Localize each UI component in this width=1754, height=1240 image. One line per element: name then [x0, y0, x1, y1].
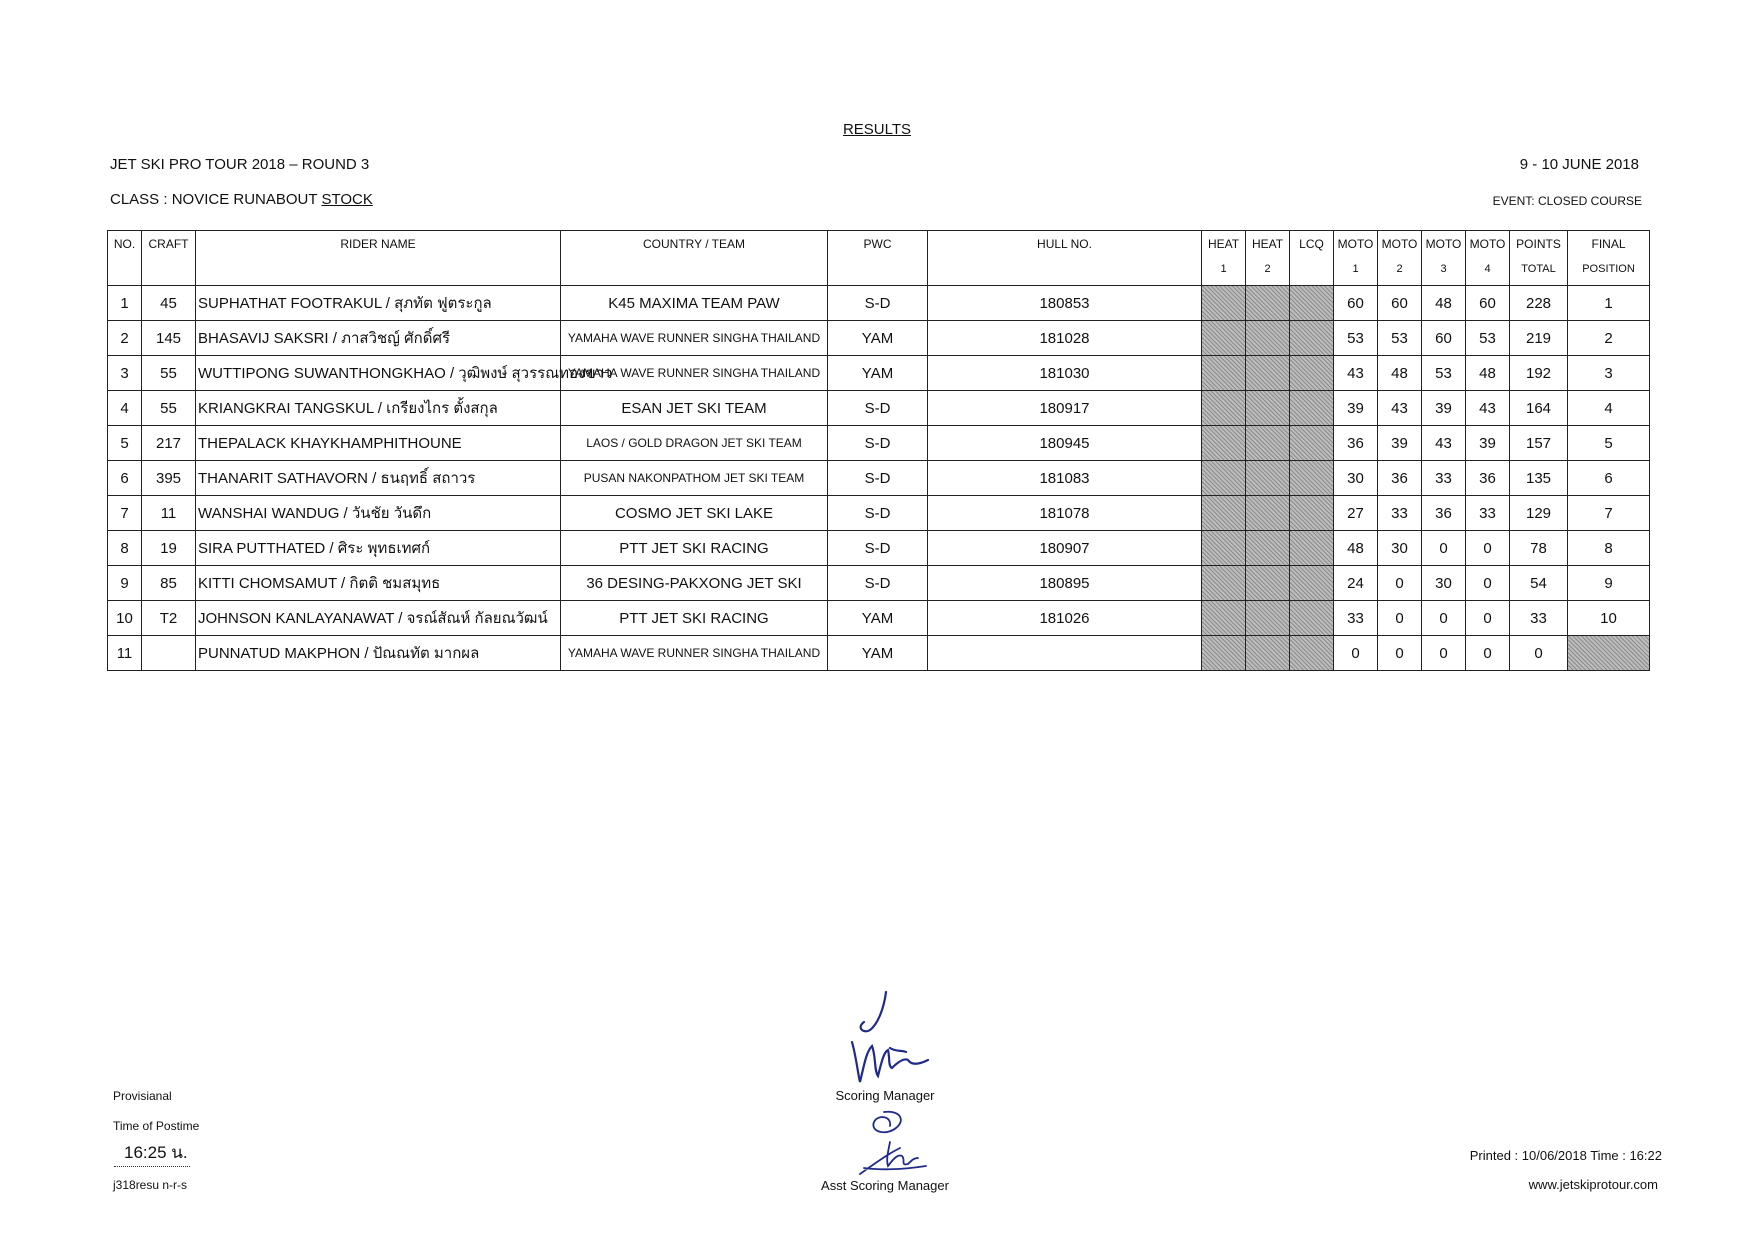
- cell-points-total: 129: [1510, 496, 1568, 531]
- cell-moto1: 48: [1334, 531, 1378, 566]
- col-header-moto3: MOTO 3: [1422, 231, 1466, 286]
- col-header-moto4: MOTO 4: [1466, 231, 1510, 286]
- cell-pwc: S-D: [828, 461, 928, 496]
- cell-points-total: 228: [1510, 286, 1568, 321]
- cell-craft: 145: [142, 321, 196, 356]
- cell-moto3: 0: [1422, 531, 1466, 566]
- col-header-moto2: MOTO 2: [1378, 231, 1422, 286]
- cell-craft: 19: [142, 531, 196, 566]
- cell-moto3: 60: [1422, 321, 1466, 356]
- cell-team: YAMAHA WAVE RUNNER SINGHA THAILAND: [561, 321, 828, 356]
- cell-moto2: 53: [1378, 321, 1422, 356]
- table-row: [108, 601, 1650, 636]
- cell-team: ESAN JET SKI TEAM: [561, 391, 828, 426]
- table-row: [108, 531, 1650, 566]
- cell-moto3: 48: [1422, 286, 1466, 321]
- cell-moto2: 30: [1378, 531, 1422, 566]
- cell-heat1: [1202, 286, 1246, 321]
- results-table: [107, 230, 1650, 671]
- cell-moto4: 33: [1466, 496, 1510, 531]
- cell-pwc: S-D: [828, 531, 928, 566]
- cell-rider: WUTTIPONG SUWANTHONGKHAO / วุฒิพงษ์ สุวรรณทองขาว: [196, 356, 561, 391]
- cell-lcq: [1290, 391, 1334, 426]
- cell-heat2: [1246, 636, 1290, 671]
- cell-points-total: 164: [1510, 391, 1568, 426]
- cell-moto4: 0: [1466, 531, 1510, 566]
- cell-moto1: 39: [1334, 391, 1378, 426]
- cell-moto4: 0: [1466, 601, 1510, 636]
- cell-lcq: [1290, 426, 1334, 461]
- col-header-team: COUNTRY / TEAM: [561, 231, 828, 286]
- cell-lcq: [1290, 496, 1334, 531]
- cell-rider: SIRA PUTTHATED / ศิระ พุทธเทศก์: [196, 531, 561, 566]
- cell-moto1: 60: [1334, 286, 1378, 321]
- cell-moto1: 30: [1334, 461, 1378, 496]
- cell-hull: 181078: [928, 496, 1202, 531]
- cell-pwc: S-D: [828, 426, 928, 461]
- cell-rider: KRIANGKRAI TANGSKUL / เกรียงไกร ตั้งสกุล: [196, 391, 561, 426]
- time-of-postime-value: 16:25 น.: [114, 1139, 190, 1167]
- cell-moto4: 39: [1466, 426, 1510, 461]
- cell-moto2: 60: [1378, 286, 1422, 321]
- cell-hull: 181030: [928, 356, 1202, 391]
- cell-moto2: 0: [1378, 601, 1422, 636]
- cell-moto3: 39: [1422, 391, 1466, 426]
- cell-no: 3: [108, 356, 142, 391]
- cell-final-position: 6: [1568, 461, 1650, 496]
- table-row: [108, 461, 1650, 496]
- cell-moto4: 53: [1466, 321, 1510, 356]
- time-of-postime-label: Time of Postime: [113, 1119, 200, 1133]
- asst-scoring-manager-signature: [840, 1108, 930, 1178]
- cell-moto4: 0: [1466, 636, 1510, 671]
- table-row: [108, 636, 1650, 671]
- cell-team: 36 DESING-PAKXONG JET SKI: [561, 566, 828, 601]
- col-header-final: FINAL POSITION: [1568, 231, 1650, 286]
- event-name: JET SKI PRO TOUR 2018 – ROUND 3: [110, 156, 370, 173]
- cell-moto2: 39: [1378, 426, 1422, 461]
- cell-heat1: [1202, 356, 1246, 391]
- cell-rider: THANARIT SATHAVORN / ธนฤทธิ์ สถาวร: [196, 461, 561, 496]
- cell-pwc: YAM: [828, 321, 928, 356]
- website-url: www.jetskiprotour.com: [1528, 1177, 1658, 1192]
- cell-hull: 181026: [928, 601, 1202, 636]
- cell-moto1: 53: [1334, 321, 1378, 356]
- scoring-manager-label: Scoring Manager: [835, 1088, 935, 1103]
- cell-team: PTT JET SKI RACING: [561, 601, 828, 636]
- cell-rider: SUPHATHAT FOOTRAKUL / สุภทัต ฟูตระกูล: [196, 286, 561, 321]
- cell-moto3: 0: [1422, 601, 1466, 636]
- cell-moto3: 53: [1422, 356, 1466, 391]
- cell-final-position: 2: [1568, 321, 1650, 356]
- table-row: [108, 391, 1650, 426]
- cell-moto2: 0: [1378, 566, 1422, 601]
- cell-points-total: 54: [1510, 566, 1568, 601]
- col-header-points: POINTS TOTAL: [1510, 231, 1568, 286]
- cell-moto2: 33: [1378, 496, 1422, 531]
- cell-moto4: 48: [1466, 356, 1510, 391]
- cell-heat2: [1246, 391, 1290, 426]
- cell-moto4: 43: [1466, 391, 1510, 426]
- table-row: [108, 426, 1650, 461]
- cell-rider: KITTI CHOMSAMUT / กิตติ ชมสมุทธ: [196, 566, 561, 601]
- table-row: [108, 356, 1650, 391]
- cell-moto4: 0: [1466, 566, 1510, 601]
- table-row: [108, 321, 1650, 356]
- cell-moto2: 0: [1378, 636, 1422, 671]
- col-header-heat1: HEAT 1: [1202, 231, 1246, 286]
- cell-hull: 181028: [928, 321, 1202, 356]
- cell-final-position: 4: [1568, 391, 1650, 426]
- cell-points-total: 157: [1510, 426, 1568, 461]
- cell-heat2: [1246, 426, 1290, 461]
- cell-no: 9: [108, 566, 142, 601]
- cell-pwc: S-D: [828, 286, 928, 321]
- cell-rider: PUNNATUD MAKPHON / ปัณณทัต มากผล: [196, 636, 561, 671]
- results-heading: RESULTS: [842, 121, 912, 138]
- cell-moto3: 30: [1422, 566, 1466, 601]
- cell-moto1: 24: [1334, 566, 1378, 601]
- cell-no: 7: [108, 496, 142, 531]
- cell-lcq: [1290, 321, 1334, 356]
- cell-heat1: [1202, 391, 1246, 426]
- cell-hull: 180895: [928, 566, 1202, 601]
- cell-lcq: [1290, 601, 1334, 636]
- cell-lcq: [1290, 566, 1334, 601]
- col-header-pwc: PWC: [828, 231, 928, 286]
- cell-no: 2: [108, 321, 142, 356]
- class-line: [110, 191, 373, 208]
- cell-final-position: 8: [1568, 531, 1650, 566]
- cell-lcq: [1290, 461, 1334, 496]
- cell-final-position: 3: [1568, 356, 1650, 391]
- col-header-craft: CRAFT: [142, 231, 196, 286]
- cell-no: 6: [108, 461, 142, 496]
- cell-team: YAMAHA WAVE RUNNER SINGHA THAILAND: [561, 636, 828, 671]
- cell-pwc: S-D: [828, 496, 928, 531]
- cell-moto2: 48: [1378, 356, 1422, 391]
- cell-heat2: [1246, 356, 1290, 391]
- cell-hull: 180917: [928, 391, 1202, 426]
- cell-points-total: 78: [1510, 531, 1568, 566]
- cell-moto1: 27: [1334, 496, 1378, 531]
- cell-craft: T2: [142, 601, 196, 636]
- table-header-row: [108, 231, 1650, 286]
- cell-craft: 45: [142, 286, 196, 321]
- col-header-heat2: HEAT 2: [1246, 231, 1290, 286]
- cell-no: 4: [108, 391, 142, 426]
- cell-points-total: 192: [1510, 356, 1568, 391]
- cell-heat2: [1246, 286, 1290, 321]
- cell-craft: 85: [142, 566, 196, 601]
- printed-timestamp: Printed : 10/06/2018 Time : 16:22: [1469, 1148, 1662, 1163]
- cell-team: COSMO JET SKI LAKE: [561, 496, 828, 531]
- cell-hull: 180907: [928, 531, 1202, 566]
- cell-no: 8: [108, 531, 142, 566]
- col-header-no: NO.: [108, 231, 142, 286]
- cell-moto4: 36: [1466, 461, 1510, 496]
- cell-rider: THEPALACK KHAYKHAMPHITHOUNE: [196, 426, 561, 461]
- cell-craft: 55: [142, 356, 196, 391]
- cell-heat1: [1202, 461, 1246, 496]
- cell-lcq: [1290, 286, 1334, 321]
- cell-final-position: 1: [1568, 286, 1650, 321]
- cell-points-total: 135: [1510, 461, 1568, 496]
- event-date: 9 - 10 JUNE 2018: [1519, 156, 1639, 173]
- table-row: [108, 566, 1650, 601]
- cell-hull: 181083: [928, 461, 1202, 496]
- cell-no: 11: [108, 636, 142, 671]
- cell-points-total: 219: [1510, 321, 1568, 356]
- col-header-lcq: LCQ: [1290, 231, 1334, 286]
- cell-heat1: [1202, 531, 1246, 566]
- cell-no: 10: [108, 601, 142, 636]
- cell-final-position: 10: [1568, 601, 1650, 636]
- cell-moto4: 60: [1466, 286, 1510, 321]
- cell-heat1: [1202, 496, 1246, 531]
- cell-moto2: 43: [1378, 391, 1422, 426]
- cell-final-position: 5: [1568, 426, 1650, 461]
- document-id: j318resu n-r-s: [113, 1178, 188, 1192]
- cell-pwc: YAM: [828, 356, 928, 391]
- col-header-hull: HULL NO.: [928, 231, 1202, 286]
- provisional-label: Provisianal: [113, 1089, 172, 1103]
- cell-moto1: 0: [1334, 636, 1378, 671]
- cell-rider: BHASAVIJ SAKSRI / ภาสวิชญ์ ศักดิ์ศรี: [196, 321, 561, 356]
- cell-moto3: 0: [1422, 636, 1466, 671]
- cell-moto3: 33: [1422, 461, 1466, 496]
- cell-heat1: [1202, 636, 1246, 671]
- event-type: EVENT: CLOSED COURSE: [1492, 194, 1642, 208]
- class-prefix: CLASS : NOVICE RUNABOUT: [110, 191, 322, 208]
- cell-craft: 395: [142, 461, 196, 496]
- cell-moto2: 36: [1378, 461, 1422, 496]
- scoring-manager-signature: [826, 990, 936, 1090]
- cell-craft: 11: [142, 496, 196, 531]
- cell-no: 5: [108, 426, 142, 461]
- table-row: [108, 496, 1650, 531]
- cell-moto3: 43: [1422, 426, 1466, 461]
- page-title: [0, 121, 1754, 138]
- cell-pwc: YAM: [828, 601, 928, 636]
- cell-craft: 217: [142, 426, 196, 461]
- cell-team: LAOS / GOLD DRAGON JET SKI TEAM: [561, 426, 828, 461]
- cell-lcq: [1290, 356, 1334, 391]
- cell-pwc: S-D: [828, 391, 928, 426]
- cell-lcq: [1290, 636, 1334, 671]
- cell-team: K45 MAXIMA TEAM PAW: [561, 286, 828, 321]
- cell-heat1: [1202, 426, 1246, 461]
- cell-final-position: 7: [1568, 496, 1650, 531]
- cell-pwc: S-D: [828, 566, 928, 601]
- cell-team: PTT JET SKI RACING: [561, 531, 828, 566]
- cell-points-total: 33: [1510, 601, 1568, 636]
- cell-lcq: [1290, 531, 1334, 566]
- cell-team: YAMAHA WAVE RUNNER SINGHA THAILAND: [561, 356, 828, 391]
- cell-pwc: YAM: [828, 636, 928, 671]
- cell-heat2: [1246, 321, 1290, 356]
- col-header-rider: RIDER NAME: [196, 231, 561, 286]
- cell-hull: [928, 636, 1202, 671]
- cell-heat1: [1202, 566, 1246, 601]
- cell-heat2: [1246, 531, 1290, 566]
- cell-heat1: [1202, 321, 1246, 356]
- col-header-moto1: MOTO 1: [1334, 231, 1378, 286]
- cell-hull: 180945: [928, 426, 1202, 461]
- cell-final-position: 9: [1568, 566, 1650, 601]
- class-suffix: STOCK: [321, 191, 373, 208]
- cell-heat1: [1202, 601, 1246, 636]
- cell-points-total: 0: [1510, 636, 1568, 671]
- cell-craft: [142, 636, 196, 671]
- cell-rider: WANSHAI WANDUG / วันชัย วันดึก: [196, 496, 561, 531]
- cell-heat2: [1246, 461, 1290, 496]
- asst-scoring-manager-label: Asst Scoring Manager: [821, 1178, 949, 1193]
- cell-hull: 180853: [928, 286, 1202, 321]
- cell-moto3: 36: [1422, 496, 1466, 531]
- cell-moto1: 36: [1334, 426, 1378, 461]
- cell-heat2: [1246, 566, 1290, 601]
- cell-final-position: [1568, 636, 1650, 671]
- cell-team: PUSAN NAKONPATHOM JET SKI TEAM: [561, 461, 828, 496]
- cell-rider: JOHNSON KANLAYANAWAT / จรณ์สัณห์ กัลยณวัฒน์: [196, 601, 561, 636]
- cell-heat2: [1246, 601, 1290, 636]
- cell-heat2: [1246, 496, 1290, 531]
- cell-moto1: 43: [1334, 356, 1378, 391]
- table-row: [108, 286, 1650, 321]
- cell-moto1: 33: [1334, 601, 1378, 636]
- cell-no: 1: [108, 286, 142, 321]
- cell-craft: 55: [142, 391, 196, 426]
